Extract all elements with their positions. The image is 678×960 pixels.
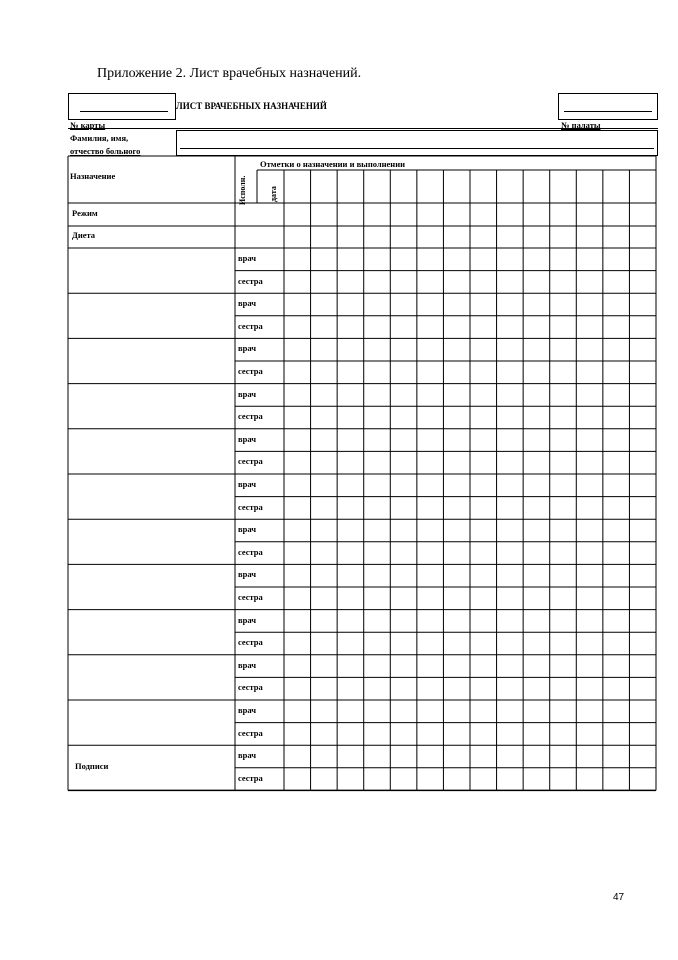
ward-number-label: № палаты: [561, 120, 601, 130]
role-label-doctor: врач: [238, 343, 257, 354]
role-label-nurse: сестра: [238, 727, 263, 738]
assignment-column-header: Назначение: [70, 171, 116, 181]
role-label-nurse: сестра: [238, 772, 263, 783]
role-label-doctor: врач: [238, 524, 257, 535]
role-label-nurse: сестра: [238, 592, 263, 602]
diet-row-label: Диета: [72, 230, 96, 240]
signatures-row-label: Подписи: [75, 761, 109, 771]
role-label-nurse: сестра: [238, 637, 263, 648]
role-label-nurse: сестра: [238, 275, 263, 286]
patient-label-line2: отчество больного: [70, 146, 141, 156]
regime-row-label: Режим: [72, 208, 98, 218]
card-number-label: № карты: [70, 120, 106, 130]
page-caption: Приложение 2. Лист врачебных назначений.: [97, 66, 362, 81]
sheet-title: ЛИСТ ВРАЧЕБНЫХ НАЗНАЧЕНИЙ: [176, 101, 327, 111]
executor-column-header: Исполн.: [238, 175, 247, 205]
marks-header: Отметки о назначении и выполнении: [260, 159, 405, 169]
patient-label-line1: Фамилия, имя,: [70, 133, 129, 143]
role-label-doctor: врач: [238, 253, 257, 263]
role-label-doctor: врач: [238, 388, 257, 399]
role-label-doctor: врач: [238, 705, 257, 715]
role-label-doctor: врач: [238, 614, 257, 625]
role-label-doctor: врач: [238, 479, 257, 489]
role-label-nurse: сестра: [238, 456, 263, 467]
role-label-nurse: сестра: [238, 546, 263, 557]
role-label-nurse: сестра: [238, 682, 263, 693]
role-label-doctor: врач: [238, 569, 257, 580]
role-label-nurse: сестра: [238, 320, 263, 331]
role-label-nurse: сестра: [238, 366, 263, 376]
role-label-nurse: сестра: [238, 411, 263, 422]
role-label-doctor: врач: [238, 433, 257, 444]
role-label-doctor: врач: [238, 750, 257, 761]
role-label-doctor: врач: [238, 659, 257, 670]
date-column-header: дата: [269, 186, 278, 202]
page-number: 47: [613, 892, 625, 903]
role-label-nurse: сестра: [238, 501, 263, 512]
role-label-doctor: врач: [238, 298, 257, 309]
